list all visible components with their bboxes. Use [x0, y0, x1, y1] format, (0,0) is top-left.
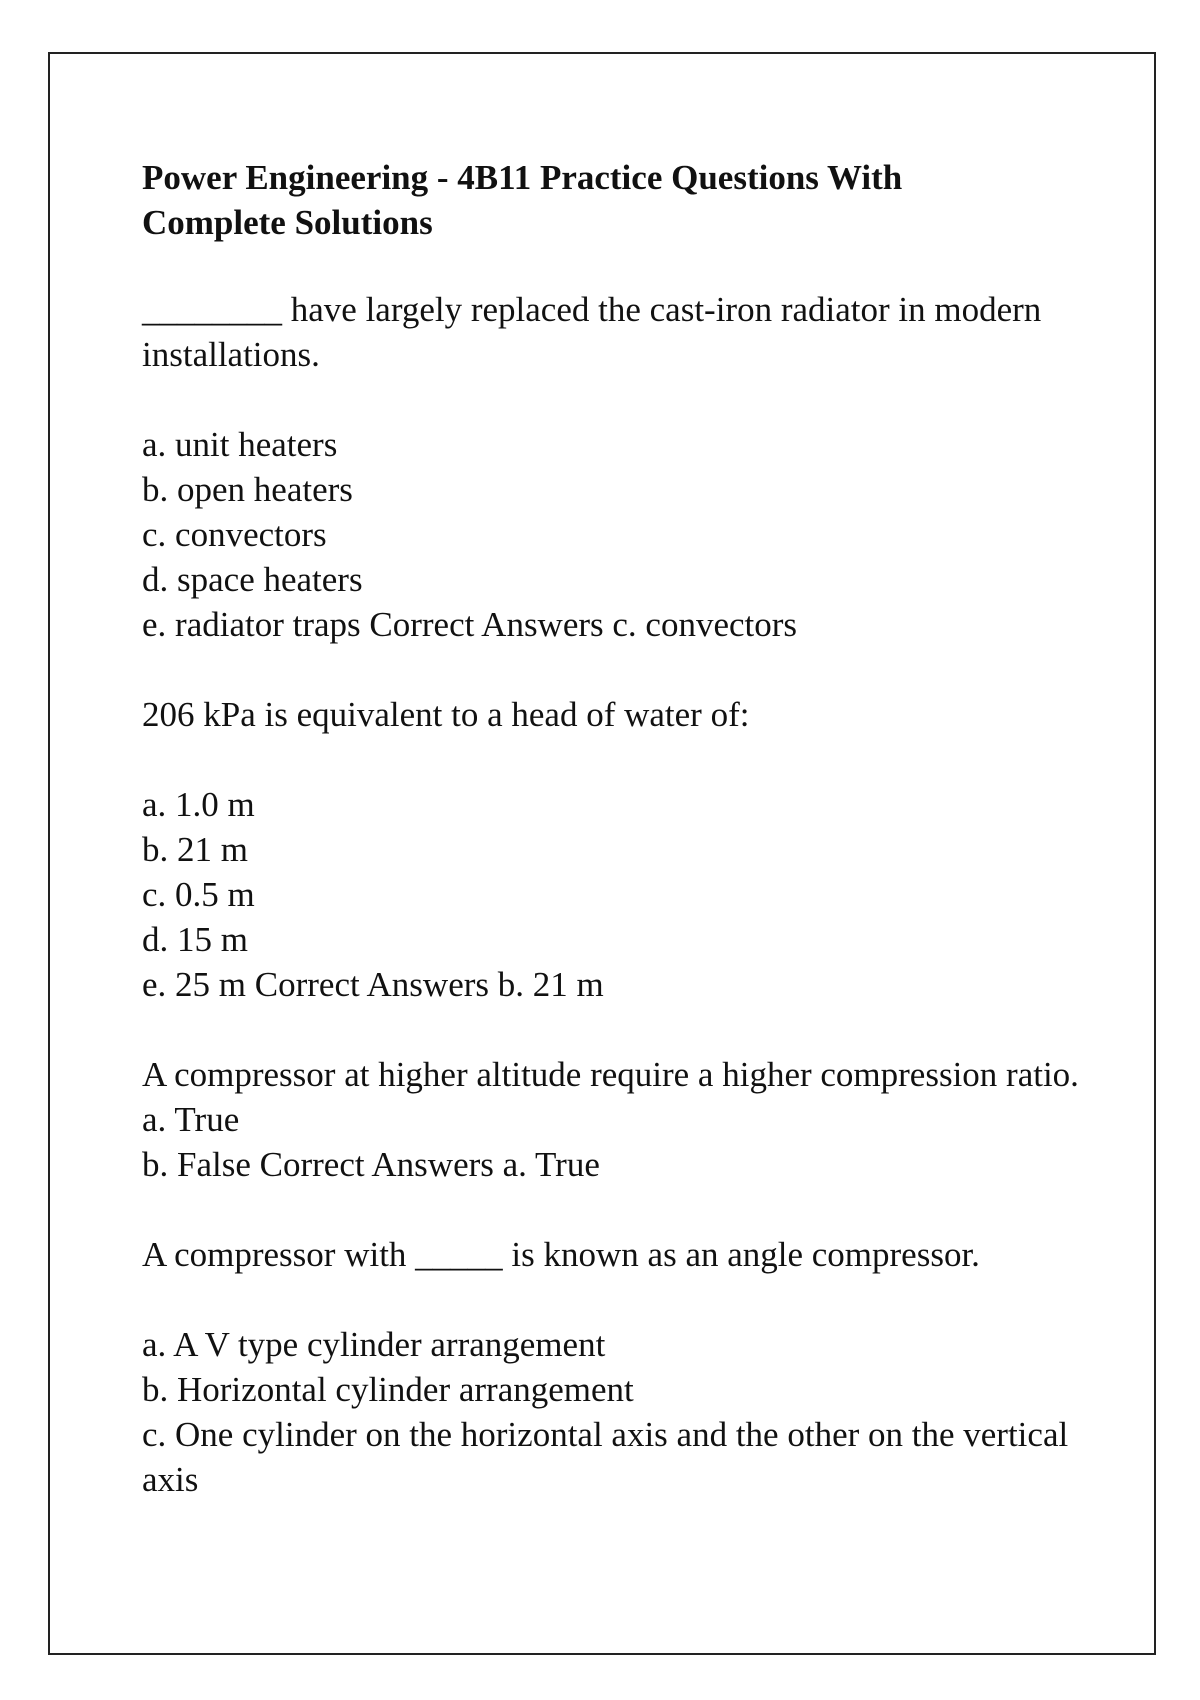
question-4 [142, 1232, 1082, 1502]
question-stem: 206 kPa is equivalent to a head of water of: [142, 695, 750, 734]
answer-option: d. space heaters [142, 560, 363, 599]
answer-option: a. unit heaters [142, 425, 338, 464]
answer-option: b. Horizontal cylinder arrangement [142, 1370, 634, 1409]
title-line-2: Complete Solutions [142, 203, 433, 242]
answer-option: a. A V type cylinder arrangement [142, 1325, 606, 1364]
answer-option: c. convectors [142, 515, 327, 554]
answer-option-with-correct-answer: b. False Correct Answers a. True [142, 1145, 600, 1184]
question-stem: A compressor at higher altitude require a higher compression ratio. [142, 1055, 1079, 1094]
question-stem: A compressor with _____ is known as an angle compressor. [142, 1235, 980, 1274]
answer-option: b. 21 m [142, 830, 248, 869]
answer-option-with-correct-answer: e. 25 m Correct Answers b. 21 m [142, 965, 604, 1004]
question-3 [142, 1052, 1082, 1187]
question-stem: ________ have largely replaced the cast-iron radiator in modern installations. [142, 290, 1042, 374]
question-2 [142, 692, 1082, 1007]
answer-option: b. open heaters [142, 470, 353, 509]
answer-option: d. 15 m [142, 920, 248, 959]
answer-option: a. 1.0 m [142, 785, 255, 824]
document-body [142, 155, 1082, 1547]
answer-option: c. One cylinder on the horizontal axis and the other on the vertical axis [142, 1415, 1069, 1499]
question-1 [142, 287, 1082, 647]
answer-option: c. 0.5 m [142, 875, 255, 914]
title-line-1: Power Engineering - 4B11 Practice Questions With [142, 158, 903, 197]
answer-option: a. True [142, 1100, 240, 1139]
answer-option-with-correct-answer: e. radiator traps Correct Answers c. convectors [142, 605, 798, 644]
document-title [142, 155, 1082, 245]
